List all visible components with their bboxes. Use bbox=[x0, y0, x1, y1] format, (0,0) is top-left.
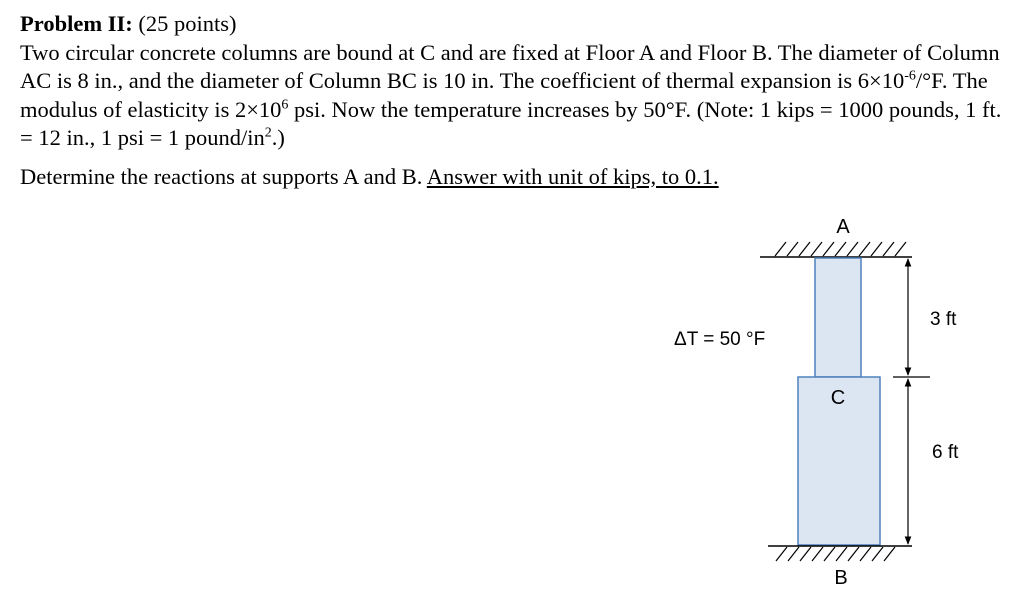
desc-part-2: /°F. The modulus of elasticity is 2×10 bbox=[20, 68, 988, 122]
answer-instruction: Answer with unit of kips, to 0.1. bbox=[426, 163, 719, 189]
question-text: Determine the reactions at supports A and B. bbox=[20, 163, 427, 189]
exponent-modulus: 6 bbox=[281, 97, 289, 112]
dimension-bottom-label: 6 ft bbox=[932, 442, 959, 463]
desc-part-3: psi. Now the temperature increases by 50°F. (Note: 1 kips = 1000 pounds, 1 ft. = 12 in., 1 psi = 1 pound/in bbox=[20, 96, 1002, 150]
label-a: A bbox=[836, 216, 850, 238]
label-b: B bbox=[834, 567, 848, 589]
desc-part-4: .) bbox=[271, 125, 285, 150]
exponent-area: 2 bbox=[264, 125, 272, 141]
exponent-thermal: -6 bbox=[904, 68, 916, 84]
label-c: C bbox=[830, 387, 846, 409]
floor-a-support bbox=[760, 242, 912, 257]
dimension-lines bbox=[893, 259, 930, 544]
dimension-top-label: 3 ft bbox=[930, 309, 957, 330]
problem-title-bold: Problem II: bbox=[20, 11, 133, 36]
temperature-change-label: ΔT = 50 °F bbox=[674, 329, 766, 350]
desc-part-1: Two circular concrete columns are bound at C and are fixed at Floor A and Floor B. The diameter of Column AC is 8 in., and the diameter of Column BC is 10 in. The coefficient of thermal expansion is 6×10 bbox=[20, 39, 1000, 93]
problem-points: (25 points) bbox=[132, 11, 237, 36]
floor-b-support bbox=[768, 546, 912, 561]
column-ac bbox=[815, 258, 861, 377]
